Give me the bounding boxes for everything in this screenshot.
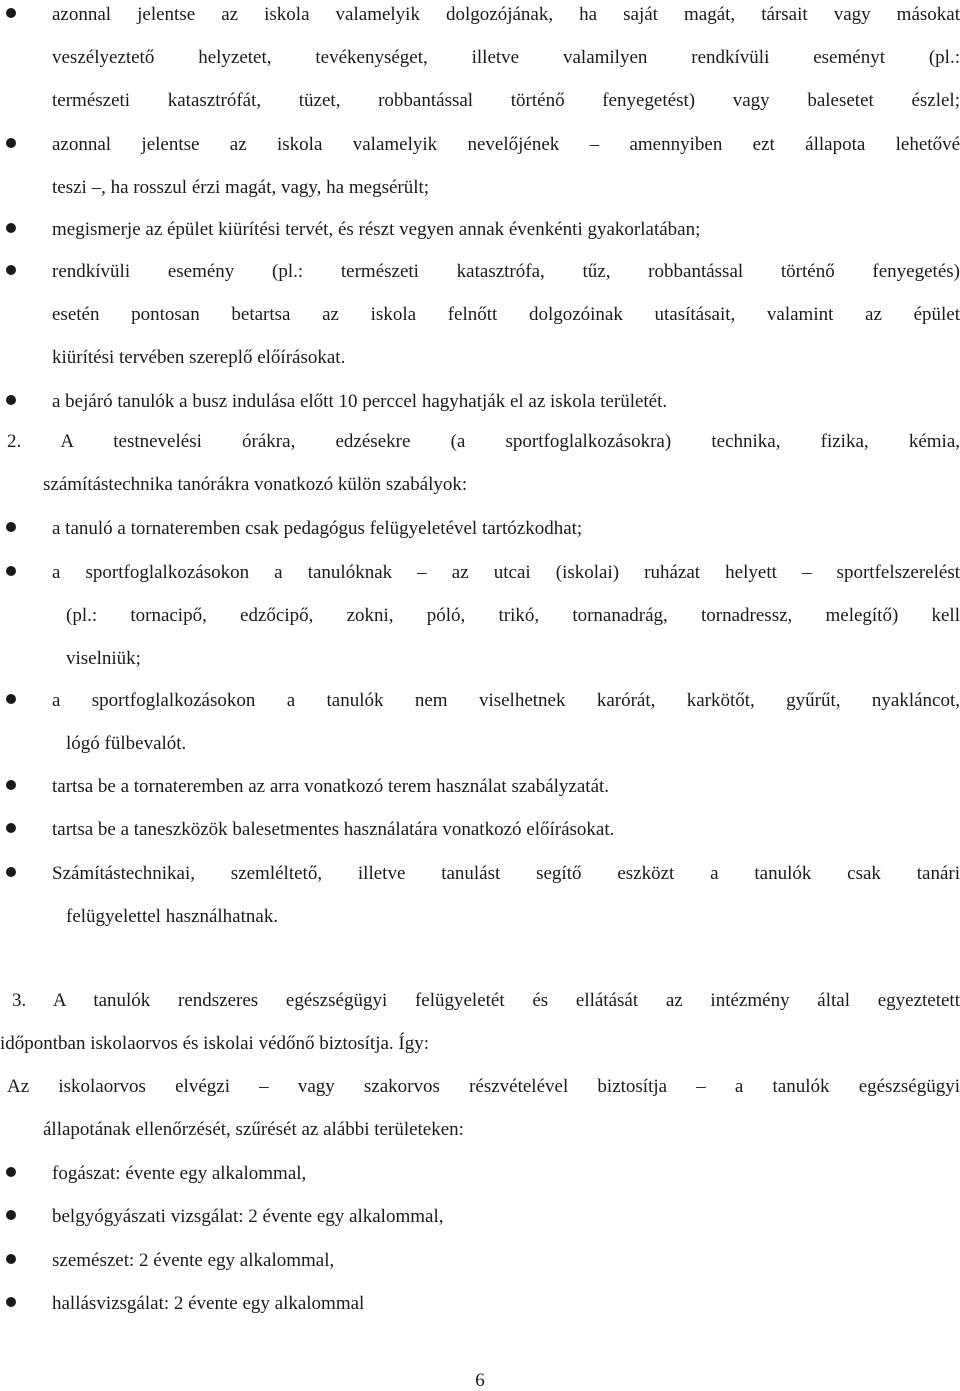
text-line: Számítástechnikai, szemléltető, illetve tanulást segítő eszközt a tanulók csak tanári bbox=[52, 863, 960, 884]
text-line: a tanuló a tornateremben csak pedagógus felügyeletével tartózkodhat; bbox=[52, 518, 583, 539]
text-line: tartsa be a tornateremben az arra vonatkozó terem használat szabályzatát. bbox=[52, 776, 610, 797]
text-line: esetén pontosan betartsa az iskola felnőtt dolgozóinak utasításait, valamint az épület bbox=[52, 304, 960, 325]
text-line: teszi –, ha rosszul érzi magát, vagy, ha megsérült; bbox=[52, 177, 430, 198]
text-line: viselniük; bbox=[66, 648, 141, 669]
list-item bbox=[52, 808, 960, 851]
text-line: tartsa be a taneszközök balesetmentes használatára vonatkozó előírásokat. bbox=[52, 819, 615, 840]
text-line: belgyógyászati vizsgálat: 2 évente egy alkalommal, bbox=[52, 1206, 444, 1227]
list-item bbox=[52, 1195, 960, 1238]
text-line: 2. A testnevelési órákra, edzésekre (a sportfoglalkozásokra) technika, fizika, kémia, bbox=[7, 431, 960, 452]
text-line: veszélyeztető helyzetet, tevékenységet, illetve valamilyen rendkívüli eseményt (pl.: bbox=[52, 47, 960, 68]
section-2-heading bbox=[7, 420, 960, 506]
text-line: Az iskolaorvos elvégzi – vagy szakorvos részvételével biztosítja – a tanulók egészségügyi bbox=[7, 1076, 960, 1097]
list-item bbox=[52, 1152, 960, 1195]
text-line: hallásvizsgálat: 2 évente egy alkalommal bbox=[52, 1293, 365, 1314]
text-line: a bejáró tanulók a busz indulása előtt 10 perccel hagyhatják el az iskola területét. bbox=[52, 391, 668, 412]
text-line: 3. A tanulók rendszeres egészségügyi felügyeletét és ellátását az intézmény által egyeztetett bbox=[12, 990, 960, 1011]
text-line: szemészet: 2 évente egy alkalommal, bbox=[52, 1250, 335, 1271]
section-3-heading bbox=[0, 979, 960, 1065]
list-item bbox=[52, 507, 960, 550]
list-item bbox=[52, 208, 960, 251]
list-item bbox=[52, 852, 960, 938]
list-item bbox=[52, 1239, 960, 1282]
text-line: a sportfoglalkozásokon a tanulók nem viselhetnek karórát, karkötőt, gyűrűt, nyakláncot, bbox=[52, 690, 960, 711]
page-number: 6 bbox=[475, 1370, 485, 1391]
text-line: megismerje az épület kiürítési tervét, és részt vegyen annak évenkénti gyakorlatában; bbox=[52, 219, 701, 240]
text-line: kiürítési tervében szereplő előírásokat. bbox=[52, 347, 346, 368]
list-item bbox=[52, 123, 960, 209]
list-item bbox=[52, 551, 960, 680]
text-line: a sportfoglalkozásokon a tanulóknak – az utcai (iskolai) ruházat helyett – sportfelszerelést bbox=[52, 562, 960, 583]
text-line: állapotának ellenőrzését, szűrését az alábbi területeken: bbox=[43, 1119, 464, 1140]
text-line: fogászat: évente egy alkalommal, bbox=[52, 1163, 307, 1184]
text-line: lógó fülbevalót. bbox=[66, 733, 187, 754]
text-line: felügyelettel használhatnak. bbox=[66, 906, 279, 927]
list-item bbox=[52, 250, 960, 379]
text-line: azonnal jelentse az iskola valamelyik nevelőjének – amennyiben ezt állapota lehetővé bbox=[52, 134, 960, 155]
text-line: számítástechnika tanórákra vonatkozó külön szabályok: bbox=[43, 474, 468, 495]
list-item bbox=[52, 1282, 960, 1325]
list-item bbox=[52, 679, 960, 765]
text-line: azonnal jelentse az iskola valamelyik dolgozójának, ha saját magát, társait vagy másokat bbox=[52, 4, 960, 25]
intro-paragraph bbox=[7, 1065, 960, 1151]
list-item bbox=[52, 380, 960, 423]
list-item bbox=[52, 765, 960, 808]
text-line: rendkívüli esemény (pl.: természeti katasztrófa, tűz, robbantással történő fenyegetés) bbox=[52, 261, 960, 282]
text-line: természeti katasztrófát, tüzet, robbantással történő fenyegetést) vagy balesetet észlel; bbox=[52, 90, 960, 111]
text-line: időpontban iskolaorvos és iskolai védőnő biztosítja. Így: bbox=[0, 1033, 430, 1054]
text-line: (pl.: tornacipő, edzőcipő, zokni, póló, trikó, tornanadrág, tornadressz, melegítő) kell bbox=[66, 605, 960, 626]
list-item bbox=[52, 0, 960, 122]
